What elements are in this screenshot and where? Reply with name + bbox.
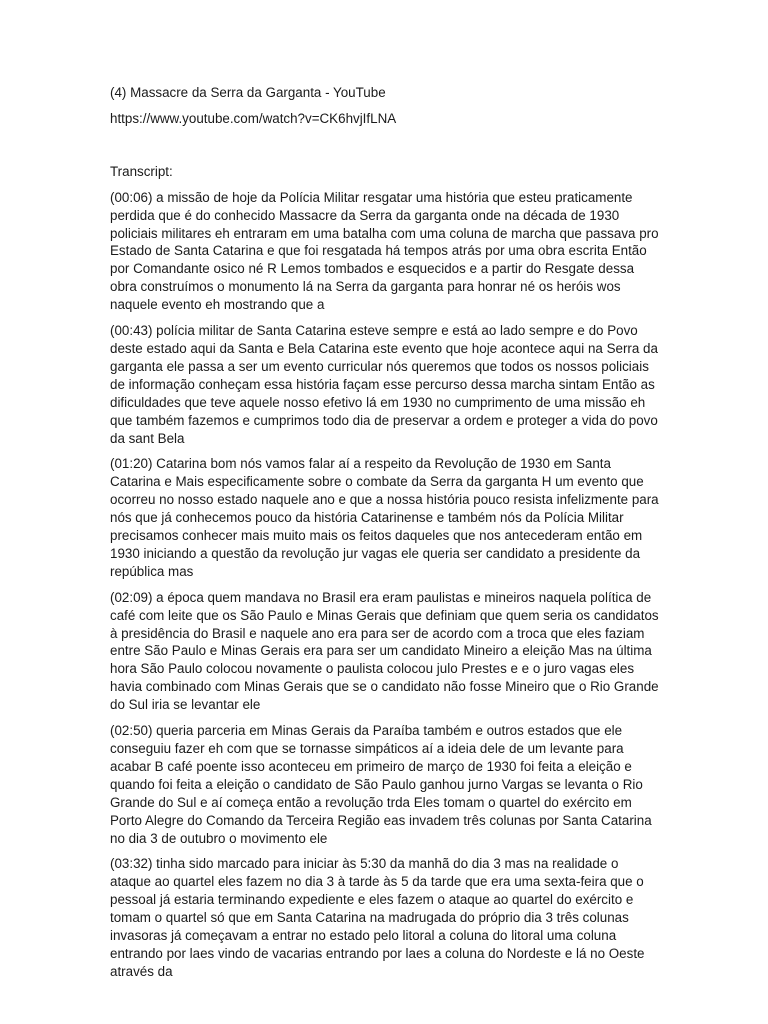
- transcript-paragraph: (01:20) Catarina bom nós vamos falar aí a respeito da Revolução de 1930 em Santa Catarina e Mais especificamente sobre o combate da Serra da garganta H um evento que ocorreu no nosso estado naquele ano e que a nossa história pouco resista infelizmente para nós que já conhecemos pouco da história Catarinense e também nós da Polícia Militar precisamos conhecer mais muito mais os feitos daqueles que nos antecederam então em 1930 iniciando a questão da revolução jur vagas ele queria ser candidato a presidente da república mas: [110, 456, 659, 579]
- video-title: (4) Massacre da Serra da Garganta - YouTube: [110, 85, 386, 100]
- transcript-paragraph: (03:32) tinha sido marcado para iniciar às 5:30 da manhã do dia 3 mas na realidade o ataque ao quartel eles fazem no dia 3 à tarde às 5 da tarde que era uma sexta-feira que o pessoal já estaria terminando expediente e eles fazem o ataque ao quartel do exército e tomam o quartel só que em Santa Catarina na madrugada do próprio dia 3 três colunas invasoras já começavam a entrar no estado pelo litoral a coluna do litoral uma coluna entrando por laes vindo de vacarias entrando por laes a coluna do Nordeste e lá no Oeste através da: [110, 856, 645, 979]
- document-page: [110, 84, 662, 989]
- video-url: https://www.youtube.com/watch?v=CK6hvjIfLNA: [110, 110, 397, 126]
- transcript-label: Transcript:: [110, 163, 173, 179]
- transcript-paragraph: (00:43) polícia militar de Santa Catarina esteve sempre e está ao lado sempre e do Povo deste estado aqui da Santa e Bela Catarina este evento que hoje acontece aqui na Serra da garganta ele passa a ser um evento curricular nós queremos que todos os nossos policiais de informação conheçam essa história façam esse percurso dessa marcha sintam Então as dificuldades que teve aquele nosso efetivo lá em 1930 no cumprimento de uma missão eh que também fazemos e cumprimos todo dia de preservar a ordem e proteger a vida do povo da sant Bela: [110, 323, 658, 446]
- transcript-paragraph: (02:09) a época quem mandava no Brasil era eram paulistas e mineiros naquela política de café com leite que os São Paulo e Minas Gerais que definiam que quem seria os candidatos à presidência do Brasil e naquele ano era para ser de acordo com a troca que eles faziam entre São Paulo e Minas Gerais era para ser um candidato Mineiro a eleição Mas na última hora São Paulo colocou novamente o paulista colocou julo Prestes e e o juro vagas eles havia combinado com Minas Gerais que se o candidato não fosse Mineiro que o Rio Grande do Sul iria se levantar ele: [110, 589, 659, 713]
- transcript-paragraph: (00:06) a missão de hoje da Polícia Militar resgatar uma história que esteu praticamente perdida que é do conhecido Massacre da Serra da garganta onde na década de 1930 policiais militares eh entraram em uma batalha com uma coluna de marcha que passava pro Estado de Santa Catarina e que foi resgatada há tempos atrás por uma obra escrita Então por Comandante osico né R Lemos tombados e esquecidos e a partir do Resgate dessa obra construímos o monumento lá na Serra da garganta para honrar né os heróis wos naquele evento eh mostrando que a: [110, 189, 659, 313]
- transcript-paragraph: (02:50) queria parceria em Minas Gerais da Paraíba também e outros estados que ele conseguiu fazer eh com que se tornasse simpáticos aí a ideia dele de um levante para acabar B café poente isso aconteceu em primeiro de março de 1930 foi feita a eleição e quando foi feita a eleição o candidato de São Paulo ganhou jurno Vargas se levanta o Rio Grande do Sul e aí começa então a revolução trda Eles tomam o quartel do exército em Porto Alegre do Comando da Terceira Região eas invadem três colunas por Santa Catarina no dia 3 de outubro o movimento ele: [110, 723, 652, 846]
